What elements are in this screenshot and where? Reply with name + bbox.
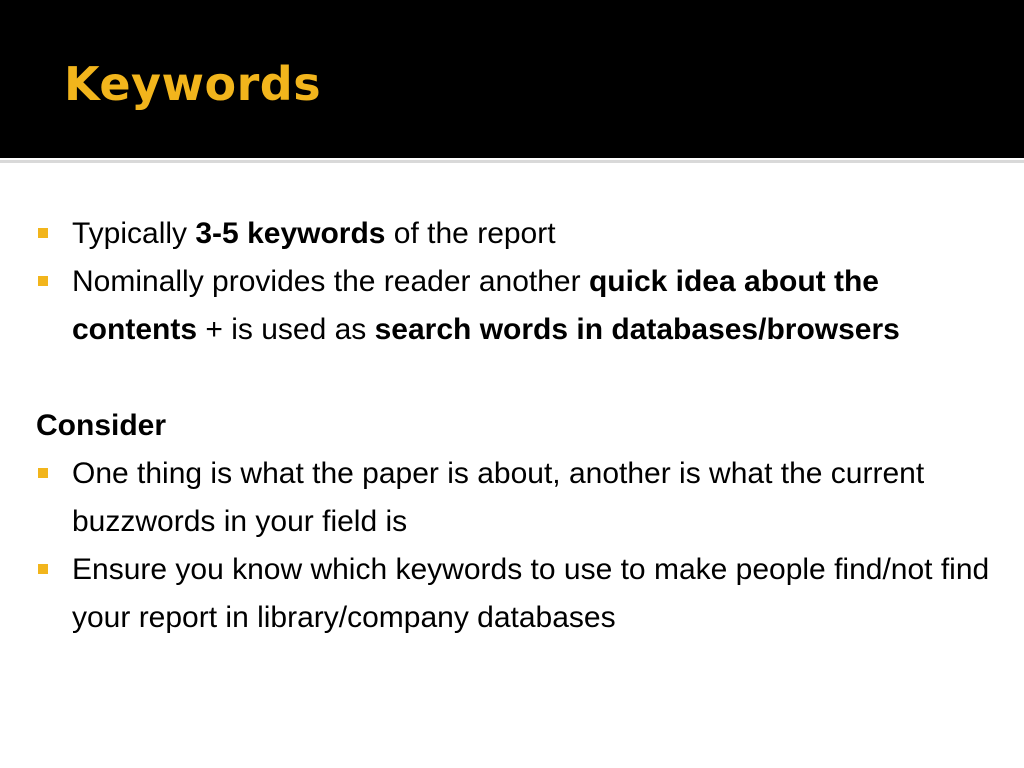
bullet-item	[36, 546, 1006, 642]
bullet-list-bottom	[36, 450, 1006, 642]
slide-body	[36, 210, 1006, 642]
bullet-text-bold: search words in databases/browsers	[374, 313, 900, 346]
slide-title: Keywords	[64, 57, 322, 111]
spacer	[36, 354, 1006, 402]
bullet-text: Typically	[72, 217, 196, 250]
bullet-item	[36, 450, 1006, 546]
bullet-text-bold: quick idea about the contents	[72, 265, 879, 346]
bullet-item	[36, 258, 1006, 354]
bullet-square-icon	[38, 564, 48, 574]
consider-heading: Consider	[36, 409, 167, 442]
bullet-square-icon	[38, 276, 48, 286]
bullet-text: Nominally provides the reader another	[72, 265, 589, 298]
bullet-text: of the report	[385, 217, 556, 250]
title-divider	[0, 160, 1024, 163]
bullet-square-icon	[38, 468, 48, 478]
bullet-item	[36, 210, 1006, 258]
bullet-square-icon	[38, 228, 48, 238]
bullet-text: + is used as	[197, 313, 375, 346]
bullet-text-bold: 3-5 keywords	[195, 217, 386, 250]
bullet-list-top	[36, 210, 1006, 354]
bullet-text: Ensure you know which keywords to use to make people find/not find your report in library/company databases	[72, 553, 990, 634]
bullet-text: One thing is what the paper is about, another is what the current buzzwords in your field is	[72, 457, 925, 538]
